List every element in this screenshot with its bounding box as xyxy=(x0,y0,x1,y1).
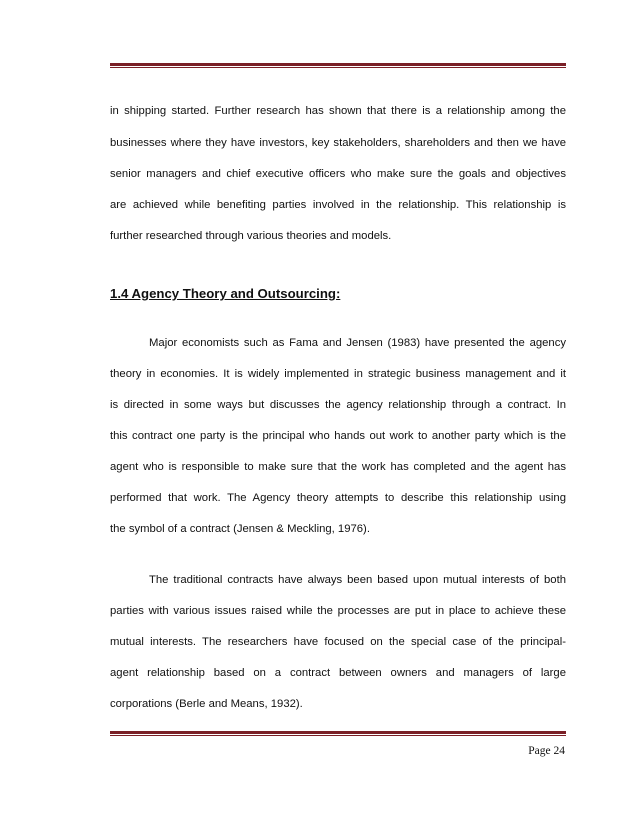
paragraph-3-line-1: The traditional contracts have always been based upon mutual interests of both xyxy=(149,574,566,586)
footer-rule xyxy=(110,731,566,736)
page-number: Page 24 xyxy=(528,745,565,757)
paragraph-1-line-4: are achieved while benefiting parties involved in the relationship. This relationship is xyxy=(110,199,566,211)
paragraph-1-line-3: senior managers and chief executive officers who make sure the goals and objectives xyxy=(110,168,566,180)
paragraph-2-line-3: is directed in some ways but discusses the agency relationship through a contract. In xyxy=(110,399,566,411)
paragraph-3-line-5: corporations (Berle and Means, 1932). xyxy=(110,698,303,710)
paragraph-3-line-4: agent relationship based on a contract between owners and managers of large xyxy=(110,667,566,679)
paragraph-2-line-6: performed that work. The Agency theory attempts to describe this relationship using xyxy=(110,492,566,504)
paragraph-3-line-2: parties with various issues raised while the processes are put in place to achieve these xyxy=(110,605,566,617)
paragraph-1-line-2: businesses where they have investors, key stakeholders, shareholders and then we have xyxy=(110,137,566,149)
header-rule xyxy=(110,63,566,68)
paragraph-1-line-1: in shipping started. Further research has shown that there is a relationship among the xyxy=(110,105,566,117)
paragraph-2-line-1: Major economists such as Fama and Jensen (1983) have presented the agency xyxy=(149,337,566,349)
paragraph-2-line-4: this contract one party is the principal who hands out work to another party which is the xyxy=(110,430,566,442)
paragraph-2-line-7: the symbol of a contract (Jensen & Meckling, 1976). xyxy=(110,523,370,535)
paragraph-3-line-3: mutual interests. The researchers have focused on the special case of the principal- xyxy=(110,636,566,648)
paragraph-2-line-5: agent who is responsible to make sure that the work has completed and the agent has xyxy=(110,461,566,473)
paragraph-1-line-5: further researched through various theories and models. xyxy=(110,230,392,242)
paragraph-2-line-2: theory in economies. It is widely implemented in strategic business management and it xyxy=(110,368,566,380)
section-heading: 1.4 Agency Theory and Outsourcing: xyxy=(110,286,341,301)
